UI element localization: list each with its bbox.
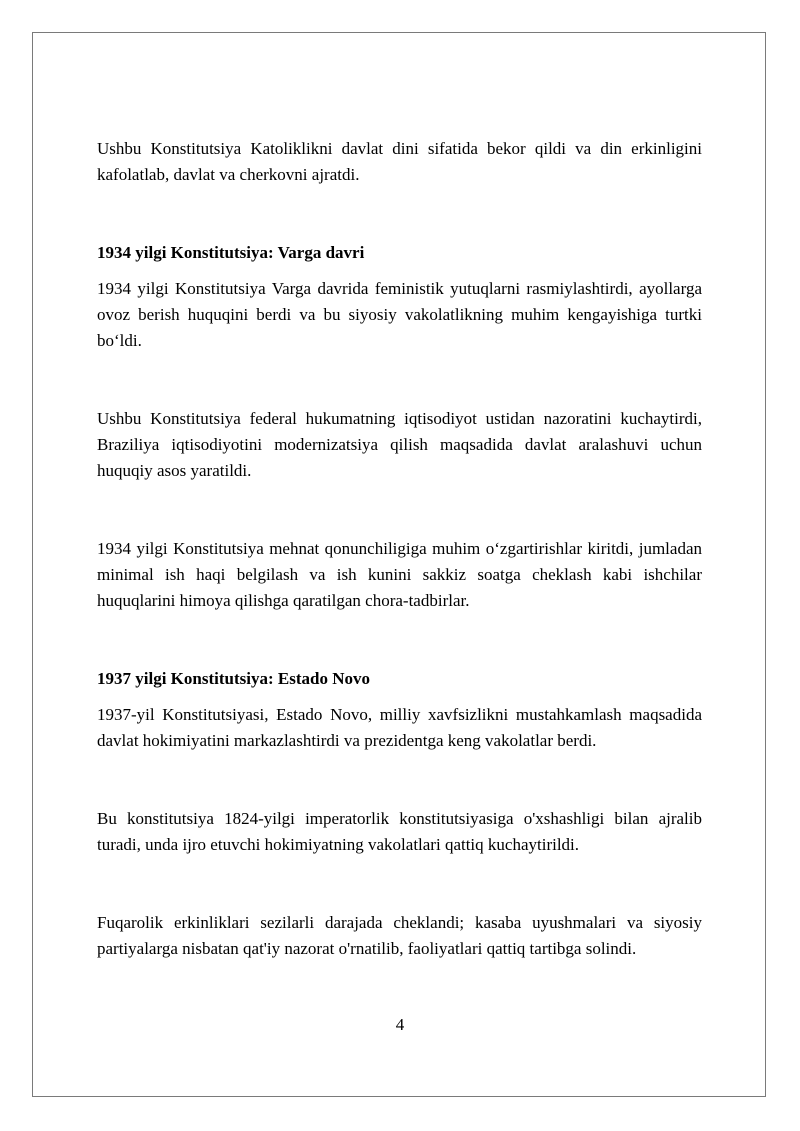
paragraph-imperial-similarity: Bu konstitutsiya 1824-yilgi imperatorlik konstitutsiyasiga o'xshashligi bilan ajralib turadi, unda ijro etuvchi hokimiyatning vakolatlari qattiq kuchaytirildi.	[97, 809, 702, 854]
paragraph-labor-law: 1934 yilgi Konstitutsiya mehnat qonunchiligiga muhim o‘zgartirishlar kiritdi, jumladan minimal ish haqi belgilash va ish kunini sakkiz soatga cheklash kabi ishchilar huquqlarini himoya qilishga qaratilgan chora-tadbirlar.	[97, 539, 702, 610]
page-content	[97, 136, 702, 962]
heading-1934-constitution: 1934 yilgi Konstitutsiya: Varga davri	[97, 243, 365, 262]
paragraph-women-suffrage: 1934 yilgi Konstitutsiya Varga davrida feministik yutuqlarni rasmiylashtirdi, ayollarga ovoz berish huquqini berdi va bu siyosiy vakolatlikning muhim kengayishiga turtki bo‘ldi.	[97, 279, 702, 350]
paragraph-estado-novo: 1937-yil Konstitutsiyasi, Estado Novo, milliy xavfsizlikni mustahkamlash maqsadida davlat hokimiyatini markazlashtirdi va prezidentga keng vakolatlar berdi.	[97, 705, 702, 750]
paragraph-civil-liberties: Fuqarolik erkinliklari sezilarli darajada cheklandi; kasaba uyushmalari va siyosiy partiyalarga nisbatan qat'iy nazorat o'rnatilib, faoliyatlari qattiq tartibga solindi.	[97, 913, 702, 958]
page-number: 4	[395, 1015, 405, 1034]
heading-1937-constitution: 1937 yilgi Konstitutsiya: Estado Novo	[97, 669, 370, 688]
paragraph-catholicism: Ushbu Konstitutsiya Katoliklikni davlat dini sifatida bekor qildi va din erkinligini kafolatlab, davlat va cherkovni ajratdi.	[97, 139, 702, 184]
paragraph-economic-control: Ushbu Konstitutsiya federal hukumatning iqtisodiyot ustidan nazoratini kuchaytirdi, Braziliya iqtisodiyotini modernizatsiya qilish maqsadida davlat aralashuvi uchun huquqiy asos yaratildi.	[97, 409, 702, 480]
